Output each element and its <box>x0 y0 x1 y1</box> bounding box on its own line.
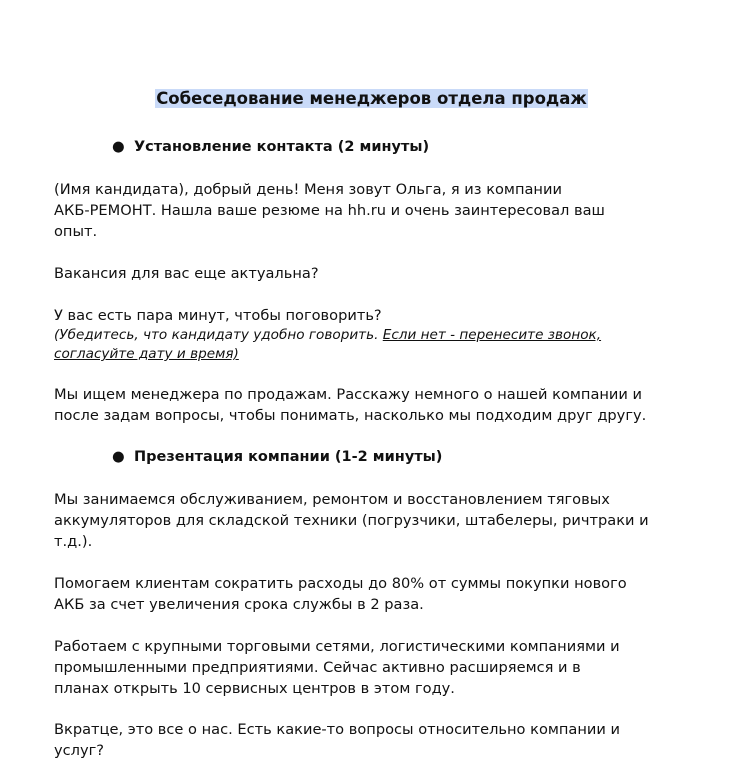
document-title-text: Собеседование менеджеров отдела продаж <box>156 89 587 108</box>
paragraph-intro-closing: Мы ищем менеджера по продажам. Расскажу немного о нашей компании и после задам вопросы, чтобы понимать, насколько мы подходим друг другу. <box>54 386 647 424</box>
paragraph-services: Мы занимаемся обслуживанием, ремонтом и восстановлением тяговых аккумуляторов для складской техники (погрузчики, штабелеры, ричтраки и т.д.). <box>54 491 649 550</box>
bullet-icon: ● <box>112 449 125 465</box>
paragraph-savings: Помогаем клиентам сократить расходы до 80% от суммы покупки нового АКБ за счет увеличения срока службы в 2 раза. <box>54 575 627 613</box>
paragraph-vacancy-question: Вакансия для вас еще актуальна? <box>54 265 319 282</box>
section-heading-contact: ● Установление контакта (2 минуты) <box>112 139 430 155</box>
paragraph-clients: Работаем с крупными торговыми сетями, логистическими компаниями и промышленными предприятиями. Сейчас активно расширяемся и в планах открыть 10 сервисных центров в этом году. <box>54 638 620 697</box>
paragraph-time-question: У вас есть пара минут, чтобы поговорить? <box>54 307 382 324</box>
paragraph-questions: Вкратце, это все о нас. Есть какие-то вопросы относительно компании и услуг? <box>54 721 620 759</box>
instruction-note: (Убедитесь, что кандидату удобно говорить. Если нет - перенесите звонок, согласуйте дату и время) <box>54 327 602 362</box>
paragraph-greeting: (Имя кандидата), добрый день! Меня зовут Ольга, я из компании АКБ-РЕМОНТ. Нашла ваше резюме на hh.ru и очень заинтересовал ваш опыт. <box>54 181 605 240</box>
section-heading-presentation: ● Презентация компании (1-2 минуты) <box>112 449 443 465</box>
bullet-icon: ● <box>112 139 125 155</box>
document-title <box>0 88 743 110</box>
